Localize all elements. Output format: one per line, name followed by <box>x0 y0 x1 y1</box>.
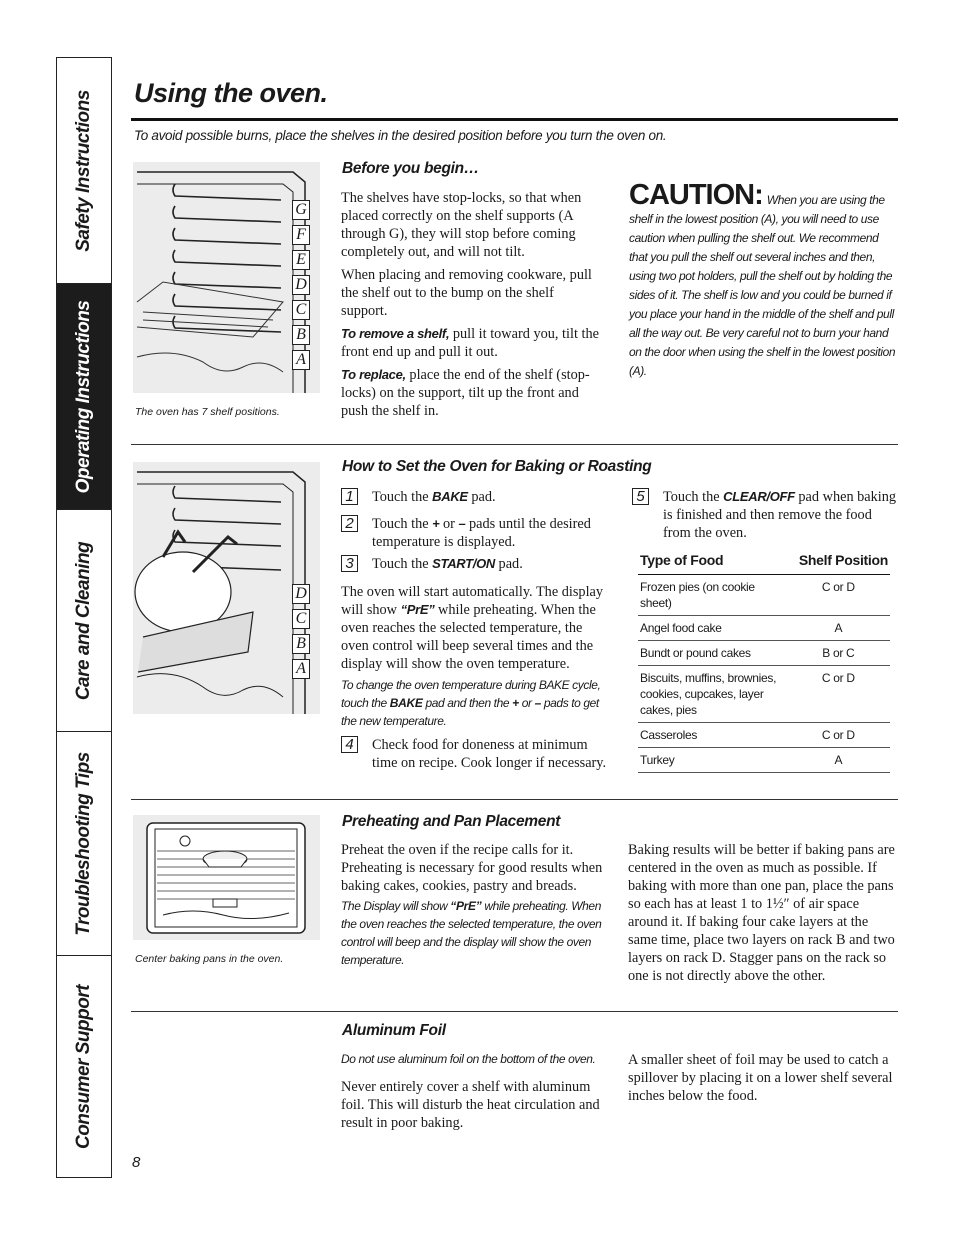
table-row <box>638 575 890 616</box>
section-divider <box>131 799 898 800</box>
before-paragraph: The shelves have stop-locks, so that when placed correctly on the shelf supports (A through G), they will stop before coming completely out, and will not tilt. <box>341 190 582 260</box>
remove-instructions <box>341 325 603 361</box>
step-number: 2 <box>341 515 358 532</box>
step-text: Check food for doneness at minimum time on recipe. Cook longer if necessary. <box>372 737 607 771</box>
table-row <box>638 641 890 666</box>
caution-text: When you are using the shelf in the lowest position (A), you will need to use caution when pulling the shelf out. We recommend that you pull the shelf out several inches and then, using two pot holders, pull the shelf out by holding the sides of it. The shelf is low and you could be burned if you place your hand in the middle of the shelf and pull all the way out. Be very careful not to burn your hand on the door when using the shelf in the lowest position (A). <box>629 193 896 378</box>
step-number: 4 <box>341 736 358 753</box>
bake-step-5 <box>632 488 898 542</box>
oven-shelf-illustration <box>133 162 320 393</box>
step-number: 3 <box>341 555 358 572</box>
foil-tip: A smaller sheet of foil may be used to catch a spillover by placing it on a lower shelf several inches below the food. <box>628 1052 893 1104</box>
before-body <box>341 189 603 425</box>
page-title: Using the oven. <box>134 78 328 108</box>
food-cell: Turkey <box>638 748 785 773</box>
shelf-letter-a: A <box>292 659 310 679</box>
remove-label: To remove a shelf, <box>341 326 450 341</box>
shelf-position-table <box>638 552 890 773</box>
remove-text: pull it toward you, tilt the front end up and pull it out. <box>341 326 599 360</box>
shelf-letter-b: B <box>292 634 310 654</box>
shelf-letter-g: G <box>292 200 310 220</box>
caution-heading: CAUTION: <box>629 179 763 211</box>
food-cell: Angel food cake <box>638 616 785 641</box>
tab-safety-instructions[interactable] <box>57 58 111 284</box>
replace-instructions <box>341 366 603 420</box>
tab-troubleshooting-tips[interactable] <box>57 732 111 956</box>
shelf-letter-d: D <box>292 275 310 295</box>
step-number: 5 <box>632 488 649 505</box>
bake-step-1 <box>341 488 611 506</box>
shelf-letter-b: B <box>292 325 310 345</box>
table-row <box>638 723 890 748</box>
tab-label: Care and Cleaning <box>73 541 94 700</box>
shelf-letter-a: A <box>292 350 310 370</box>
shelf-letter-c: C <box>292 300 310 320</box>
caution-block <box>629 179 899 380</box>
step-text: Touch the + or – pads until the desired temperature is displayed. <box>372 516 591 550</box>
tab-care-and-cleaning[interactable] <box>57 510 111 732</box>
shelf-letter-f: F <box>292 225 310 245</box>
pan-placement-illustration <box>133 815 320 940</box>
tab-consumer-support[interactable] <box>57 956 111 1177</box>
shelf-letter-d: D <box>292 584 310 604</box>
bake-step-3 <box>341 555 611 573</box>
table-row <box>638 666 890 723</box>
shelf-letter-e: E <box>292 250 310 270</box>
position-cell: B or C <box>785 641 890 666</box>
shelf-caption: The oven has 7 shelf positions. <box>135 406 280 418</box>
position-cell: C or D <box>785 666 890 723</box>
section-divider <box>131 444 898 445</box>
shelf-letter-stack <box>292 584 310 679</box>
tab-label: Consumer Support <box>73 984 94 1149</box>
before-heading: Before you begin… <box>342 160 479 177</box>
position-cell: A <box>785 616 890 641</box>
pan-placement-text: Baking results will be better if baking pans are centered in the oven as much as possible. If baking with more than one pan, place the pans so each has at least 1 to 1½″ of air space around it. If baking four cake layers at the same time, place two layers on rack B and two layers on rack D. Stagger pans on the rack so one is not directly above the other. <box>628 842 895 984</box>
position-cell: C or D <box>785 723 890 748</box>
tab-label: Troubleshooting Tips <box>73 751 94 936</box>
preheat-display-note: The Display will show “PrE” while preheating. When the oven reaches the selected temperature, the oven control will beep and the display will show the oven temperature. <box>341 899 602 967</box>
step-text: Touch the BAKE pad. <box>372 489 496 505</box>
table-header-row <box>638 552 890 575</box>
foil-heading: Aluminum Foil <box>342 1022 446 1039</box>
step-text: Touch the CLEAR/OFF pad when baking is finished and then remove the food from the oven. <box>663 489 897 541</box>
foil-paragraph: Never entirely cover a shelf with aluminum foil. This will disturb the heat circulation and result in poor baking. <box>341 1079 600 1131</box>
shelf-letter-stack <box>292 200 312 370</box>
header-type-of-food: Type of Food <box>638 552 785 575</box>
table-row <box>638 616 890 641</box>
food-cell: Casseroles <box>638 723 785 748</box>
food-cell: Frozen pies (on cookie sheet) <box>638 575 785 616</box>
bake-change-temp-note: To change the oven temperature during BAKE cycle, touch the BAKE pad and then the + or – pads to get the new temperature. <box>341 678 601 728</box>
header-shelf-position: Shelf Position <box>785 552 890 575</box>
title-rule <box>131 118 898 121</box>
preheat-paragraph: Preheat the oven if the recipe calls for it. Preheating is necessary for good results when baking cakes, cookies, pastry and breads. <box>341 842 603 894</box>
tab-label: Operating Instructions <box>73 300 94 493</box>
bake-heading: How to Set the Oven for Baking or Roasting <box>342 458 652 475</box>
step-text: Touch the START/ON pad. <box>372 556 523 572</box>
food-cell: Bundt or pound cakes <box>638 641 785 666</box>
bake-step-4 <box>341 736 613 772</box>
position-cell: C or D <box>785 575 890 616</box>
replace-text: place the end of the shelf (stop-locks) on the support, tilt up the front and push the shelf in. <box>341 367 590 419</box>
step-number: 1 <box>341 488 358 505</box>
bake-auto-start: The oven will start automatically. The display will show “PrE” while preheating. When the oven reaches the selected temperature, the oven control will beep several times and the display will show the oven temperature. <box>341 584 604 672</box>
turkey-roasting-illustration <box>133 462 320 714</box>
position-cell: A <box>785 748 890 773</box>
food-cell: Biscuits, muffins, brownies, cookies, cupcakes, layer cakes, pies <box>638 666 785 723</box>
tab-label: Safety Instructions <box>73 89 94 252</box>
replace-label: To replace, <box>341 367 406 382</box>
intro-text: To avoid possible burns, place the shelves in the desired position before you turn the oven on. <box>134 128 667 143</box>
tab-operating-instructions[interactable] <box>57 284 111 510</box>
page-number: 8 <box>132 1154 141 1171</box>
pan-caption: Center baking pans in the oven. <box>135 953 284 965</box>
section-divider <box>131 1011 898 1012</box>
section-tabs <box>56 57 112 1178</box>
shelf-letter-c: C <box>292 609 310 629</box>
foil-warning: Do not use aluminum foil on the bottom of the oven. <box>341 1052 596 1066</box>
before-paragraph: When placing and removing cookware, pull the shelf out to the bump on the shelf support. <box>341 267 592 319</box>
preheat-heading: Preheating and Pan Placement <box>342 813 561 830</box>
table-row <box>638 748 890 773</box>
bake-step-2 <box>341 515 611 551</box>
